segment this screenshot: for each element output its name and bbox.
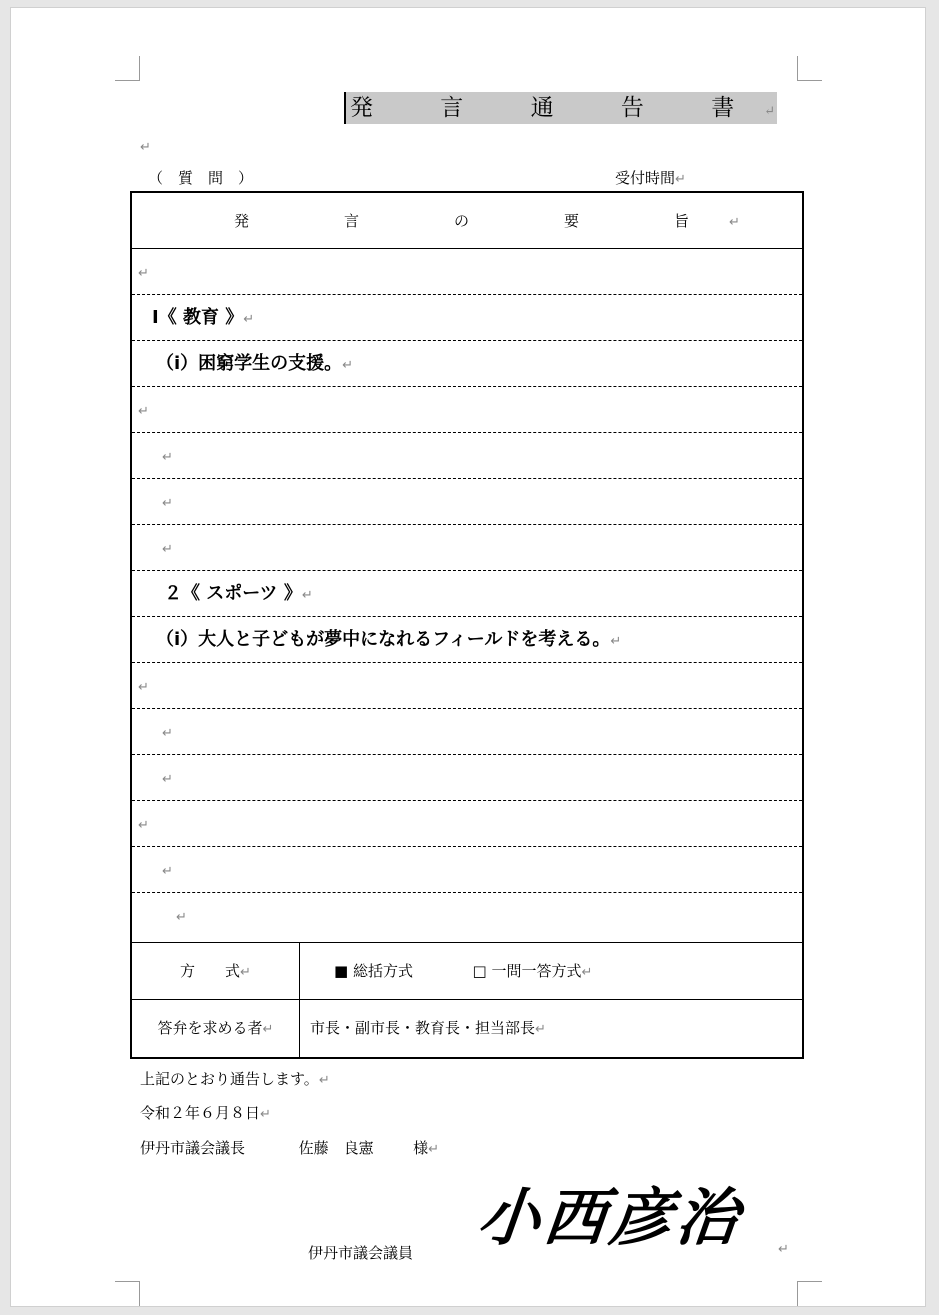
summary-line[interactable] bbox=[132, 847, 802, 893]
summary-line[interactable] bbox=[132, 801, 802, 847]
paragraph-mark-icon: ↵ bbox=[610, 634, 622, 649]
table-header bbox=[132, 193, 802, 249]
paragraph-mark-icon: ↵ bbox=[764, 104, 776, 119]
crop-mark-bottom-right bbox=[797, 1281, 822, 1306]
paragraph-mark-icon: ↵ bbox=[240, 965, 251, 980]
statement-text: 上記のとおり通告します。↵ bbox=[140, 1070, 330, 1088]
paragraph-mark-icon: ↵ bbox=[162, 864, 173, 879]
document-title-text: 発 言 通 告 書 bbox=[350, 95, 765, 121]
summary-line[interactable] bbox=[132, 893, 802, 943]
sender-org: 伊丹市議会議員 bbox=[308, 1244, 414, 1262]
addressee-honorific: 様 bbox=[413, 1139, 429, 1157]
paragraph-mark-icon: ↵ bbox=[243, 312, 255, 327]
summary-line[interactable] bbox=[132, 433, 802, 479]
crop-mark-bottom-left bbox=[115, 1281, 140, 1306]
paragraph-mark-icon: ↵ bbox=[140, 140, 151, 155]
paragraph-mark-icon: ↵ bbox=[301, 588, 313, 603]
question-label: （ 質 問 ） bbox=[148, 169, 254, 187]
summary-line[interactable] bbox=[132, 663, 802, 709]
summary-line[interactable] bbox=[132, 709, 802, 755]
notice-table bbox=[130, 191, 804, 1059]
paragraph-mark-icon: ↵ bbox=[675, 172, 686, 187]
paragraph-mark-icon: ↵ bbox=[318, 1073, 330, 1088]
paragraph-mark-icon: ↵ bbox=[428, 1142, 440, 1157]
table-header-text: 発 言 の 要 旨 bbox=[234, 212, 730, 230]
summary-line[interactable]: ２《 スポーツ 》↵ bbox=[132, 571, 802, 617]
paragraph-mark-icon: ↵ bbox=[162, 542, 173, 557]
paragraph-mark-icon: ↵ bbox=[138, 404, 149, 419]
method-option-summary[interactable]: ■ 総括方式 bbox=[334, 962, 413, 980]
respondent-row bbox=[132, 1000, 802, 1057]
summary-line[interactable] bbox=[132, 387, 802, 433]
addressee-line bbox=[140, 1137, 439, 1158]
document-title[interactable] bbox=[344, 92, 777, 124]
method-label: 方 式↵ bbox=[132, 943, 300, 999]
paragraph-mark-icon: ↵ bbox=[262, 1022, 274, 1037]
signature: 小西彦治 bbox=[474, 1181, 746, 1254]
addressee-name: 佐藤 良憲 bbox=[298, 1139, 374, 1157]
respondent-value[interactable]: 市長・副市長・教育長・担当部長 bbox=[310, 1019, 536, 1037]
addressee-org: 伊丹市議会議長 bbox=[140, 1139, 246, 1157]
paragraph-mark-icon: ↵ bbox=[260, 1107, 271, 1122]
respondent-label: 答弁を求める者↵ bbox=[132, 1000, 300, 1057]
paragraph-mark-icon: ↵ bbox=[162, 496, 173, 511]
summary-line[interactable] bbox=[132, 249, 802, 295]
paragraph-mark-icon: ↵ bbox=[535, 1022, 546, 1037]
paragraph-mark-icon: ↵ bbox=[162, 450, 173, 465]
summary-line[interactable] bbox=[132, 525, 802, 571]
summary-line[interactable]: （ⅰ）困窮学生の支援。↵ bbox=[132, 341, 802, 387]
paragraph-mark-icon: ↵ bbox=[162, 772, 173, 787]
paragraph-mark-icon: ↵ bbox=[138, 266, 149, 281]
paragraph-mark-icon: ↵ bbox=[729, 215, 740, 230]
summary-line[interactable]: Ⅰ《 教育 》↵ bbox=[132, 295, 802, 341]
summary-line[interactable] bbox=[132, 755, 802, 801]
crop-mark-top-left bbox=[115, 56, 140, 81]
reception-time-label: 受付時間↵ bbox=[615, 169, 686, 187]
date-text: 令和２年６月８日↵ bbox=[140, 1104, 271, 1122]
paragraph-mark-icon: ↵ bbox=[778, 1242, 789, 1257]
paragraph-mark-icon: ↵ bbox=[138, 818, 149, 833]
method-row bbox=[132, 943, 802, 1000]
paragraph-mark-icon: ↵ bbox=[138, 680, 149, 695]
summary-line[interactable]: （ⅰ）大人と子どもが夢中になれるフィールドを考える。↵ bbox=[132, 617, 802, 663]
method-option-one-by-one[interactable]: □ 一問一答方式 bbox=[472, 962, 582, 980]
summary-line[interactable] bbox=[132, 479, 802, 525]
paragraph-mark-icon: ↵ bbox=[342, 358, 354, 373]
crop-mark-top-right bbox=[797, 56, 822, 81]
paragraph-mark-icon: ↵ bbox=[162, 726, 173, 741]
paragraph-mark-icon: ↵ bbox=[581, 965, 593, 980]
paragraph-mark-icon: ↵ bbox=[176, 910, 187, 925]
